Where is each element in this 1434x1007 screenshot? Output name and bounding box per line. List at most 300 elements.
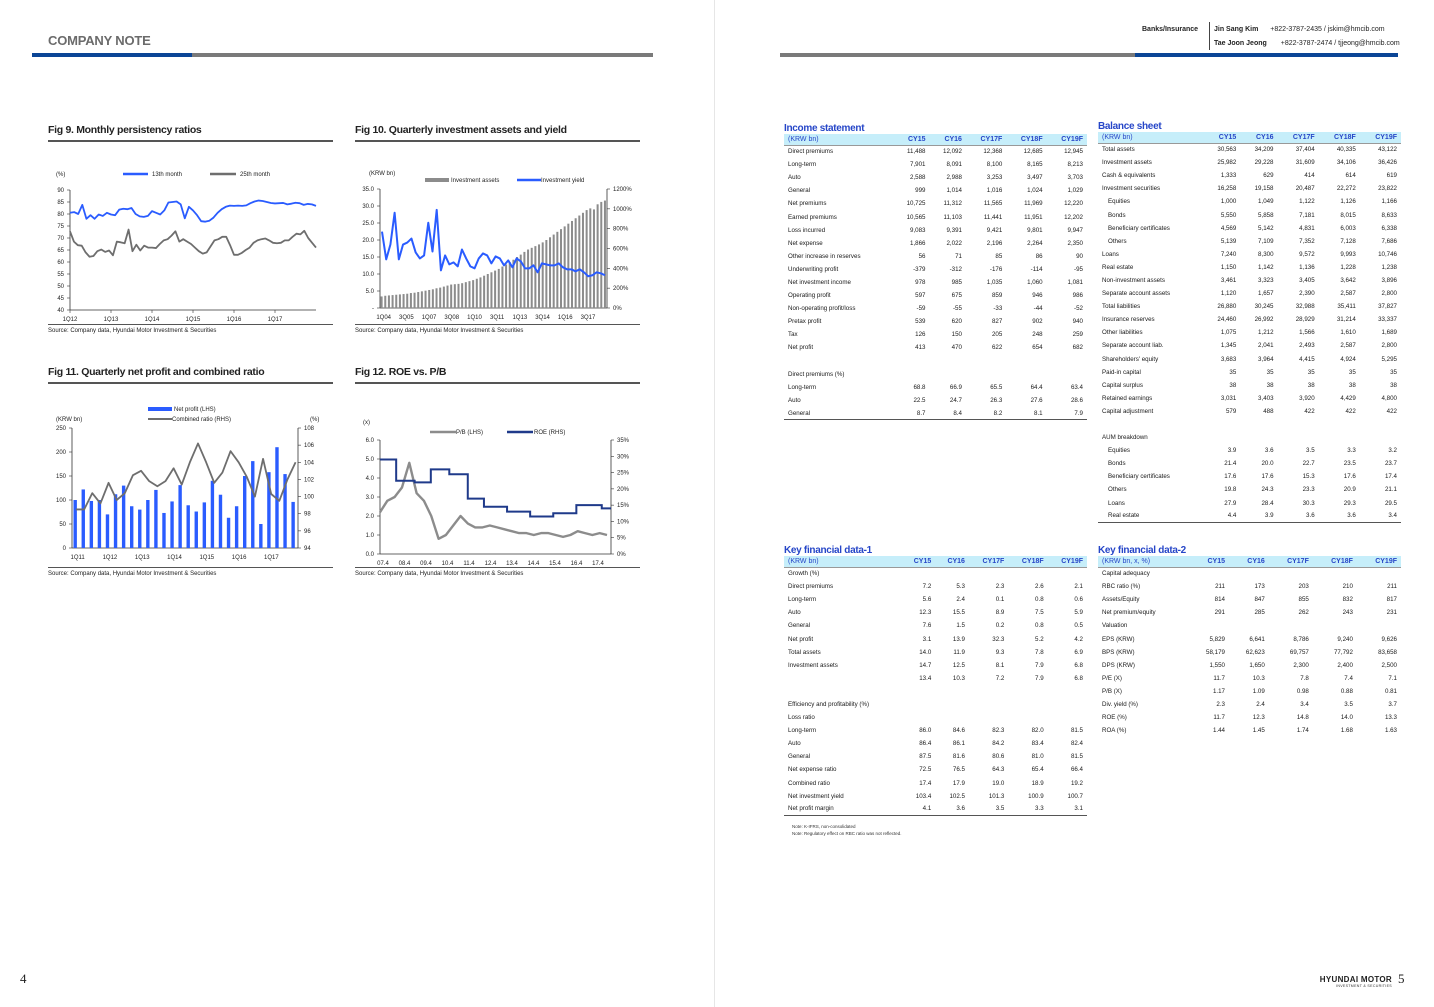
cell-value: 35 xyxy=(1229,368,1237,376)
cell-value: 3,642 xyxy=(1340,276,1356,284)
cell-value: 103.4 xyxy=(915,792,932,800)
cell-value: 6,003 xyxy=(1340,224,1356,232)
cell-value xyxy=(1006,368,1046,381)
cell-value: 827 xyxy=(991,318,1003,326)
cell-value: 243 xyxy=(1342,609,1353,617)
svg-text:1Q12: 1Q12 xyxy=(62,317,78,322)
cell-value: 7,352 xyxy=(1299,237,1315,245)
page-divider xyxy=(714,0,715,1007)
cell-value: 5,858 xyxy=(1258,211,1274,219)
cell-value: 999 xyxy=(915,187,926,195)
cell-value: 84.2 xyxy=(992,740,1005,748)
row-label: General xyxy=(788,753,811,761)
svg-text:75: 75 xyxy=(57,224,64,230)
figure-title: Fig 11. Quarterly net profit and combined ratio xyxy=(48,366,265,378)
cell-value: 614 xyxy=(1345,172,1356,180)
cell-value xyxy=(966,368,1006,381)
table-title: Key financial data-2 xyxy=(1098,545,1186,556)
cell-value: 2.1 xyxy=(1074,583,1083,591)
table-row xyxy=(1098,483,1401,496)
cell-value xyxy=(1203,431,1240,444)
cell-value xyxy=(1319,418,1360,431)
cell-value: 40,335 xyxy=(1336,146,1356,154)
cell-value: 205 xyxy=(991,331,1003,339)
row-label: Net expense ratio xyxy=(788,766,837,774)
cell-value xyxy=(1048,567,1087,580)
column-header: CY15 xyxy=(902,556,936,567)
svg-text:1Q14: 1Q14 xyxy=(167,555,182,561)
svg-text:20.0: 20.0 xyxy=(362,238,374,244)
cell-value: 14.7 xyxy=(919,661,932,669)
table-row xyxy=(1098,711,1401,724)
svg-text:25.0: 25.0 xyxy=(362,221,374,227)
cell-value: 211 xyxy=(1215,583,1225,591)
table-row xyxy=(784,803,1087,816)
row-label: Beneficiary certificates xyxy=(1108,224,1170,232)
cell-value: 22,272 xyxy=(1336,185,1356,193)
column-header: CY18F xyxy=(1313,556,1357,567)
cell-value: 12.5 xyxy=(952,661,965,669)
svg-text:3Q08: 3Q08 xyxy=(444,315,460,321)
cell-value: 1,014 xyxy=(946,187,962,195)
cell-value: 8.2 xyxy=(993,409,1003,417)
cell-value: 26,880 xyxy=(1217,303,1237,311)
page-number-right: 5 xyxy=(1398,971,1405,986)
svg-text:3.0: 3.0 xyxy=(365,495,374,501)
row-label: Underwriting profit xyxy=(788,265,839,273)
cell-value: 35 xyxy=(1307,368,1315,376)
svg-text:1Q15: 1Q15 xyxy=(185,317,201,322)
cell-value: 14.8 xyxy=(1296,714,1309,722)
cell-value: 10,746 xyxy=(1378,250,1397,258)
cell-value: 7,240 xyxy=(1220,250,1237,258)
cell-value: 5,142 xyxy=(1258,224,1274,232)
header-bar-gray xyxy=(192,53,653,57)
table-row xyxy=(1098,261,1401,274)
row-label: Bonds xyxy=(1108,211,1126,219)
cell-value: 3,031 xyxy=(1220,394,1237,402)
row-label: ROA (%) xyxy=(1102,727,1127,735)
unit-header: (KRW bn, x, %) xyxy=(1098,556,1189,567)
hyundai-logo xyxy=(1300,975,1392,988)
cell-value: -59 xyxy=(916,305,926,313)
cell-value: 25,982 xyxy=(1217,159,1237,167)
cell-value: 126 xyxy=(915,331,926,339)
cell-value: 3.9 xyxy=(1227,447,1237,455)
cell-value: 855 xyxy=(1298,596,1309,604)
cell-value: 23.5 xyxy=(1343,460,1356,468)
cell-value: 13.4 xyxy=(919,674,932,682)
column-header: CY19F xyxy=(1048,556,1087,567)
svg-text:5%: 5% xyxy=(617,535,626,542)
cell-value: 9,083 xyxy=(910,226,926,234)
cell-value: 2.3 xyxy=(1216,700,1225,708)
svg-text:1Q11: 1Q11 xyxy=(70,555,85,561)
cell-value: 3.2 xyxy=(1388,447,1397,455)
income-statement-table xyxy=(784,123,1087,420)
cell-value: 847 xyxy=(1254,596,1265,604)
cell-value: 43,122 xyxy=(1378,146,1397,154)
key-financial-2 xyxy=(1098,556,1401,737)
cell-value: 814 xyxy=(1214,596,1225,604)
svg-text:200: 200 xyxy=(55,450,66,456)
row-label: Insurance reserves xyxy=(1102,316,1155,324)
cell-value xyxy=(1240,418,1277,431)
row-label: Tax xyxy=(788,331,798,339)
figure-source: Source: Company data, Hyundai Motor Investment & Securities xyxy=(48,324,333,334)
cell-value: 3.5 xyxy=(995,805,1005,813)
cell-value xyxy=(902,698,936,711)
cell-value: 6,338 xyxy=(1381,224,1397,232)
table-notes xyxy=(792,823,901,837)
row-label: Long-term xyxy=(788,161,817,169)
row-label: Real estate xyxy=(1108,512,1140,520)
cell-value: 1,566 xyxy=(1299,329,1315,337)
cell-value: 1.63 xyxy=(1384,727,1397,735)
svg-text:25%: 25% xyxy=(617,470,630,477)
svg-text:400%: 400% xyxy=(613,266,629,273)
cell-value: 3.9 xyxy=(1264,512,1274,520)
cell-value: 36,426 xyxy=(1378,159,1397,167)
note-1: Note: K-IFRS, non-consolidated xyxy=(792,824,856,829)
cell-value: 622 xyxy=(991,344,1003,352)
cell-value: 58,179 xyxy=(1206,648,1225,656)
cell-value: 5.2 xyxy=(1035,635,1044,643)
chart-fig10 xyxy=(355,142,640,322)
cell-value: 22.7 xyxy=(1302,460,1315,468)
row-label: Equities xyxy=(1108,198,1131,206)
row-label: Long-term xyxy=(788,596,817,604)
analyst-name: Jin Sang Kim xyxy=(1214,26,1259,33)
table-row xyxy=(784,158,1087,171)
cell-value: 2,800 xyxy=(1381,290,1397,298)
unit-header: (KRW bn) xyxy=(784,134,893,145)
row-label: Loss ratio xyxy=(788,714,815,722)
cell-value: 32,988 xyxy=(1295,303,1315,311)
row-label: Other increase in reserves xyxy=(788,252,861,260)
table-row xyxy=(784,394,1087,407)
cell-value: 23,822 xyxy=(1378,185,1397,193)
cell-value: 7.9 xyxy=(1035,674,1044,682)
cell-value: 0.98 xyxy=(1296,687,1309,695)
cell-value: 0.2 xyxy=(995,622,1005,630)
svg-text:Investment assets: Investment assets xyxy=(451,178,500,184)
cell-value: 4,800 xyxy=(1381,394,1397,402)
cell-value: 5,139 xyxy=(1220,237,1237,245)
svg-text:5.0: 5.0 xyxy=(365,457,374,463)
table-row xyxy=(784,646,1087,659)
cell-value: 10.3 xyxy=(952,674,965,682)
unit-header: (KRW bn) xyxy=(784,556,902,567)
table-row xyxy=(784,750,1087,763)
cell-value xyxy=(1048,711,1087,724)
table-row xyxy=(1098,326,1401,339)
cell-value: 2,264 xyxy=(1027,239,1043,247)
cell-value xyxy=(935,685,969,698)
svg-text:1Q17: 1Q17 xyxy=(267,317,283,322)
cell-value xyxy=(893,368,929,381)
table-row xyxy=(1098,392,1401,405)
cell-value xyxy=(902,685,936,698)
column-header: CY19F xyxy=(1357,556,1401,567)
cell-value: 0.88 xyxy=(1340,687,1353,695)
svg-text:1Q14: 1Q14 xyxy=(144,317,160,322)
table-row xyxy=(1098,156,1401,169)
table-row xyxy=(1098,235,1401,248)
table-row xyxy=(1098,567,1401,580)
cell-value: 38 xyxy=(1307,381,1315,389)
cell-value: 1,333 xyxy=(1220,172,1237,180)
cell-value: 86.0 xyxy=(919,727,932,735)
cell-value: 7.2 xyxy=(995,674,1005,682)
svg-text:13.4: 13.4 xyxy=(506,561,518,565)
table-row xyxy=(1098,366,1401,379)
figure-source: Source: Company data, Hyundai Motor Investment & Securities xyxy=(48,567,333,577)
cell-value: 3.6 xyxy=(1306,512,1315,520)
cell-value: 3.6 xyxy=(956,805,965,813)
cell-value: -114 xyxy=(1030,265,1043,273)
cell-value: 27.6 xyxy=(1030,396,1043,404)
cell-value: 9,993 xyxy=(1340,250,1356,258)
row-label: Valuation xyxy=(1102,622,1128,630)
cell-value: 2,022 xyxy=(946,239,962,247)
svg-text:2.0: 2.0 xyxy=(365,514,374,520)
table-row xyxy=(784,763,1087,776)
cell-value: 7.1 xyxy=(1388,674,1397,682)
cell-value: 64.4 xyxy=(1030,383,1043,391)
cell-value: 86 xyxy=(1035,252,1043,260)
table-row xyxy=(784,659,1087,672)
cell-value: 86.1 xyxy=(952,740,965,748)
cell-value: 17.6 xyxy=(1261,473,1274,481)
cell-value: 1.68 xyxy=(1340,727,1353,735)
cell-value: 14.0 xyxy=(1340,714,1353,722)
svg-text:60: 60 xyxy=(57,260,64,266)
table-row xyxy=(784,289,1087,302)
cell-value: 85 xyxy=(995,252,1003,260)
cell-value: 35 xyxy=(1390,368,1397,376)
cell-value: 1,212 xyxy=(1258,329,1274,337)
table-row xyxy=(784,685,1087,698)
cell-value: 3,461 xyxy=(1220,276,1237,284)
row-label xyxy=(784,672,902,685)
cell-value xyxy=(930,355,966,368)
balance-sheet xyxy=(1098,132,1401,523)
table-row xyxy=(784,580,1087,593)
row-label: Assets/Equity xyxy=(1102,596,1140,604)
row-label: Separate account liab. xyxy=(1102,342,1164,350)
cell-value: 100.9 xyxy=(1028,792,1044,800)
cell-value: 12.3 xyxy=(1252,714,1265,722)
cell-value: 210 xyxy=(1342,583,1353,591)
table-row xyxy=(1098,248,1401,261)
table-row xyxy=(784,698,1087,711)
table-row xyxy=(784,315,1087,328)
cell-value: 3.3 xyxy=(1035,805,1044,813)
svg-text:96: 96 xyxy=(304,528,311,535)
svg-text:94: 94 xyxy=(304,546,311,552)
cell-value: 17.9 xyxy=(952,779,965,787)
cell-value xyxy=(1203,418,1240,431)
svg-text:15%: 15% xyxy=(617,503,630,510)
cell-value xyxy=(1240,431,1277,444)
cell-value: 7.9 xyxy=(1035,661,1044,669)
table-row xyxy=(784,237,1087,250)
cell-value: 21.1 xyxy=(1384,486,1397,494)
row-label: Auto xyxy=(788,174,801,182)
column-header: CY17F xyxy=(1278,132,1319,143)
svg-text:90: 90 xyxy=(57,188,64,194)
cell-value: 10,725 xyxy=(906,200,926,208)
row-label: Net investment income xyxy=(788,278,851,286)
table-row xyxy=(1098,208,1401,221)
table-row xyxy=(784,145,1087,158)
cell-value: 12.3 xyxy=(919,609,932,617)
cell-value: 3.1 xyxy=(922,635,932,643)
table-row xyxy=(1098,724,1401,737)
cell-value: 285 xyxy=(1254,609,1265,617)
cell-value: 23.7 xyxy=(1384,460,1397,468)
cell-value xyxy=(969,698,1008,711)
svg-text:50: 50 xyxy=(57,284,64,290)
svg-text:14.4: 14.4 xyxy=(527,561,540,565)
unit-header: (KRW bn) xyxy=(1098,132,1203,143)
row-label: Other liabilities xyxy=(1102,329,1143,337)
cell-value: 1,035 xyxy=(986,278,1003,286)
row-label: Net premiums xyxy=(788,200,827,208)
row-label: Net profit xyxy=(788,635,814,643)
table-row xyxy=(784,368,1087,381)
table-row xyxy=(1098,672,1401,685)
column-header: CY16 xyxy=(1240,132,1277,143)
cell-value: 1.74 xyxy=(1296,727,1309,735)
key-financial-1 xyxy=(784,556,1087,816)
cell-value: 231 xyxy=(1386,609,1397,617)
cell-value: 9,626 xyxy=(1381,635,1397,643)
cell-value xyxy=(1189,567,1229,580)
cell-value: -44 xyxy=(1033,305,1043,313)
cell-value: -176 xyxy=(989,265,1003,273)
table-row xyxy=(784,210,1087,223)
cell-value: 101.3 xyxy=(988,792,1005,800)
row-label xyxy=(1098,418,1203,431)
column-header: CY19F xyxy=(1047,134,1087,145)
figure-title: Fig 9. Monthly persistency ratios xyxy=(48,124,202,136)
cell-value: 7.8 xyxy=(1035,648,1044,656)
cell-value: 82.4 xyxy=(1070,740,1083,748)
cell-value: 32.3 xyxy=(992,635,1005,643)
cell-value: 8,633 xyxy=(1381,211,1397,219)
analyst-contact: +822-3787-2474 / tjjeong@hmcib.com xyxy=(1280,40,1400,47)
cell-value: 9,947 xyxy=(1067,226,1083,234)
cell-value: 37,404 xyxy=(1295,146,1315,154)
table-row xyxy=(1098,353,1401,366)
cell-value: 4,415 xyxy=(1299,355,1315,363)
key-financial-2-table xyxy=(1098,545,1401,737)
svg-text:50: 50 xyxy=(59,522,66,528)
header-bar-gray xyxy=(780,53,1135,57)
svg-text:1Q17: 1Q17 xyxy=(264,555,279,561)
column-header: CY18F xyxy=(1006,134,1046,145)
table-row xyxy=(1098,169,1401,182)
cell-value: 19.8 xyxy=(1224,486,1237,494)
cell-value: 77,792 xyxy=(1333,648,1353,656)
cell-value: 1,142 xyxy=(1258,263,1274,271)
cell-value: 11,103 xyxy=(943,213,962,221)
cell-value: 83.4 xyxy=(1031,740,1044,748)
cell-value: 2.6 xyxy=(1035,583,1044,591)
table-row xyxy=(784,276,1087,289)
cell-value: 262 xyxy=(1298,609,1309,617)
svg-text:11.4: 11.4 xyxy=(463,561,475,565)
row-label: AUM breakdown xyxy=(1102,434,1148,442)
cell-value xyxy=(1360,418,1401,431)
row-label: Combined ratio xyxy=(788,779,830,787)
cell-value xyxy=(930,368,966,381)
cell-value: 597 xyxy=(915,292,926,300)
cell-value xyxy=(969,685,1008,698)
cell-value: -52 xyxy=(1074,305,1083,313)
cell-value: 1,122 xyxy=(1299,198,1315,206)
row-label: Capital adequacy xyxy=(1102,570,1150,578)
svg-text:0%: 0% xyxy=(617,552,626,558)
svg-text:07.4: 07.4 xyxy=(377,561,389,565)
svg-text:0.0: 0.0 xyxy=(365,552,374,558)
cell-value: 1,689 xyxy=(1381,329,1397,337)
cell-value: 1,657 xyxy=(1258,290,1274,298)
svg-text:1Q16: 1Q16 xyxy=(231,555,247,561)
cell-value: 30.3 xyxy=(1302,499,1315,507)
cell-value: 15.5 xyxy=(952,609,965,617)
cell-value: 9,240 xyxy=(1337,635,1353,643)
cell-value: 31,609 xyxy=(1295,159,1315,167)
cell-value: 29,228 xyxy=(1254,159,1274,167)
cell-value: 65.5 xyxy=(990,383,1003,391)
cell-value: 6.8 xyxy=(1074,661,1083,669)
analyst-1 xyxy=(1214,26,1385,33)
cell-value: 11,565 xyxy=(983,200,1003,208)
cell-value: 71 xyxy=(955,252,962,260)
cell-value: 832 xyxy=(1342,596,1353,604)
cell-value: 619 xyxy=(1386,172,1397,180)
svg-text:1.0: 1.0 xyxy=(365,533,374,539)
cell-value: -55 xyxy=(953,305,962,313)
svg-text:20%: 20% xyxy=(617,486,630,493)
svg-text:100: 100 xyxy=(55,498,66,504)
cell-value xyxy=(969,567,1008,580)
cell-value xyxy=(1006,355,1046,368)
cell-value: 1.45 xyxy=(1252,727,1265,735)
cell-value: 8,213 xyxy=(1067,161,1083,169)
cell-value: 3,405 xyxy=(1299,276,1315,284)
cell-value: 65.4 xyxy=(1031,766,1044,774)
cell-value: 7,181 xyxy=(1299,211,1315,219)
cell-value: 64.3 xyxy=(992,766,1005,774)
cell-value: 11,951 xyxy=(1024,213,1043,221)
cell-value: 3,497 xyxy=(1027,174,1043,182)
row-label: Net expense xyxy=(788,239,823,247)
cell-value: 3,964 xyxy=(1258,355,1274,363)
cell-value: 6.8 xyxy=(1074,674,1083,682)
cell-value: 82.0 xyxy=(1031,727,1044,735)
cell-value xyxy=(1048,685,1087,698)
row-label: ROE (%) xyxy=(1102,714,1127,722)
cell-value: 0.6 xyxy=(1074,596,1083,604)
cell-value: 2,400 xyxy=(1337,661,1353,669)
svg-text:13th month: 13th month xyxy=(152,172,183,178)
cell-value: 38 xyxy=(1229,381,1237,389)
cell-value: 12,202 xyxy=(1064,213,1083,221)
